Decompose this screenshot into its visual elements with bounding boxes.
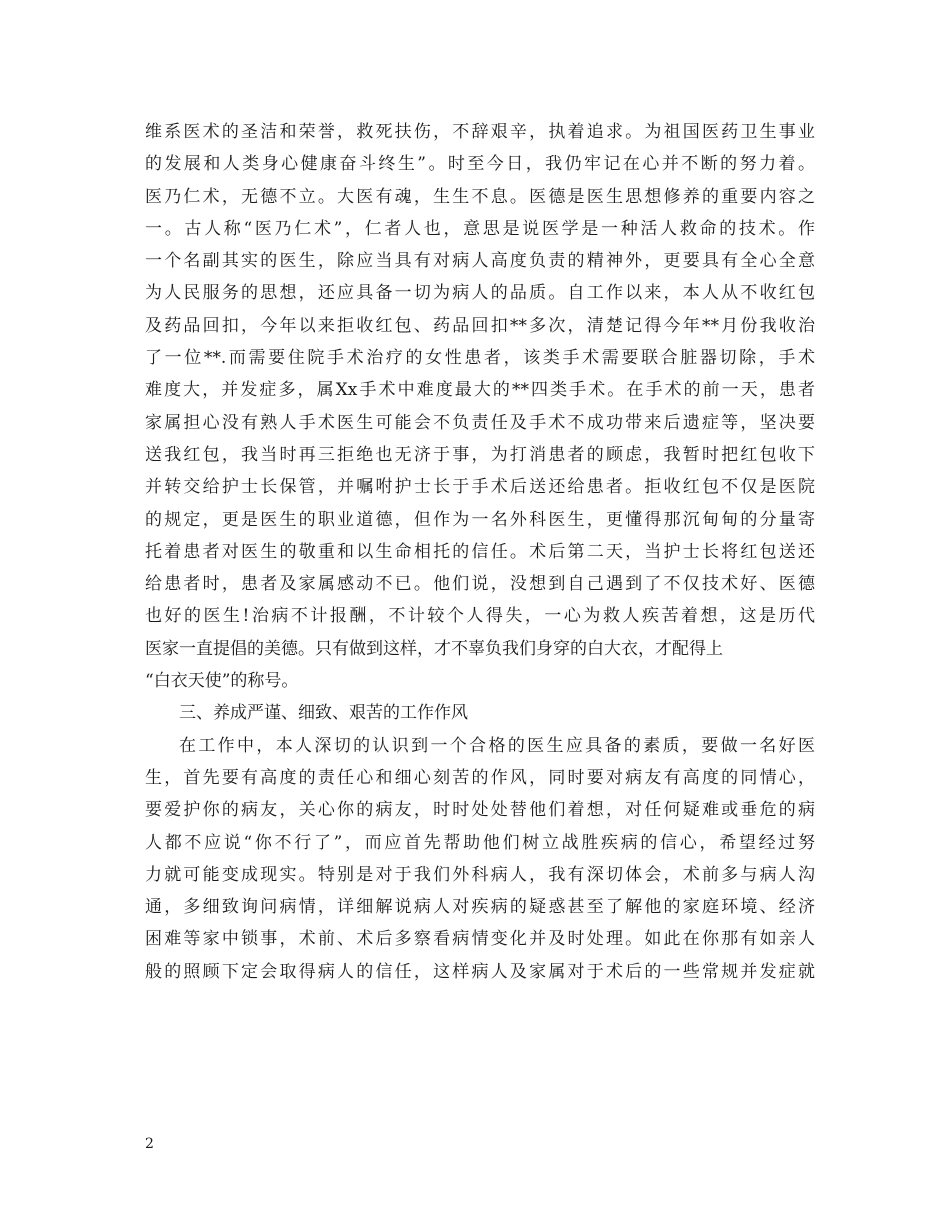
- text-line: 要爱护你的病友，关心你的病友，时时处处替他们着想，对任何疑难或垂危的病: [145, 800, 815, 821]
- text-line: 也好的医生!治病不计报酬，不计较个人得失，一心为救人疾苦着想，这是历代: [145, 606, 815, 627]
- text-line: 通，多细致询问病情，详细解说病人对疾病的疑惑甚至了解他的家庭环境、经济: [145, 897, 815, 918]
- text-line: 难度大，并发症多，属Xx手术中难度最大的**四类手术。在手术的前一天，患者: [145, 380, 815, 401]
- text-line: 家属担心没有熟人手术医生可能会不负责任及手术不成功带来后遗症等，坚决要: [145, 412, 815, 433]
- text-line: 一。古人称“医乃仁术”，仁者人也，意思是说医学是一种活人救命的技术。作: [145, 218, 815, 239]
- text-line: 一个名副其实的医生，除应当具有对病人高度负责的精神外，更要具有全心全意: [145, 251, 815, 272]
- text-line: 三、养成严谨、细致、艰苦的工作作风: [179, 703, 468, 724]
- text-line: 维系医术的圣洁和荣誉，救死扶伤，不辞艰辛，执着追求。为祖国医药卫生事业: [145, 122, 815, 142]
- text-line: 为人民服务的思想，还应具备一切为病人的品质。自工作以来，本人从不收红包: [145, 283, 815, 304]
- text-line: 力就可能变成现实。特别是对于我们外科病人，我有深切体会，术前多与病人沟: [145, 864, 815, 885]
- text-line: 在工作中，本人深切的认识到一个合格的医生应具备的素质，要做一名好医: [179, 735, 815, 756]
- text-line: 了一位**.而需要住院手术治疗的女性患者，该类手术需要联合脏器切除，手术: [145, 348, 815, 369]
- text-line: 般的照顾下定会取得病人的信任，这样病人及家属对于术后的一些常规并发症就: [145, 961, 815, 982]
- text-line: 医乃仁术，无德不立。大医有魂，生生不息。医德是医生思想修养的重要内容之: [145, 186, 815, 207]
- text-line: 送我红包，我当时再三拒绝也无济于事，为打消患者的顾虑，我暂时把红包收下: [145, 444, 815, 465]
- text-line: 生，首先要有高度的责任心和细心刻苦的作风，同时要对病友有高度的同情心，: [145, 767, 815, 788]
- text-line: 人都不应说“你不行了”，而应首先帮助他们树立战胜疾病的信心，希望经过努: [145, 832, 815, 853]
- text-line: 给患者时，患者及家属感动不已。他们说，没想到自己遇到了不仅技术好、医德: [145, 574, 815, 595]
- page-number: 2: [145, 1136, 154, 1152]
- text-line: 的规定，更是医生的职业道德，但作为一名外科医生，更懂得那沉甸甸的分量寄: [145, 509, 815, 530]
- text-line: 医家一直提倡的美德。只有做到这样，才不辜负我们身穿的白大衣，才配得上: [145, 638, 723, 659]
- text-line: 及药品回扣，今年以来拒收红包、药品回扣**多次，清楚记得今年**月份我收治: [145, 315, 815, 336]
- text-line: 的发展和人类身心健康奋斗终生”。时至今日，我仍牢记在心并不断的努力着。: [145, 154, 815, 175]
- text-line: “白衣天使”的称号。: [145, 671, 299, 692]
- body-text: [145, 116, 815, 988]
- text-line: 托着患者对医生的敬重和以生命相托的信任。术后第二天，当护士长将红包送还: [145, 541, 815, 562]
- text-line: 困难等家中锁事，术前、术后多察看病情变化并及时处理。如此在你那有如亲人: [145, 929, 815, 950]
- text-line: 并转交给护士长保管，并嘱咐护士长于手术后送还给患者。拒收红包不仅是医院: [145, 477, 815, 498]
